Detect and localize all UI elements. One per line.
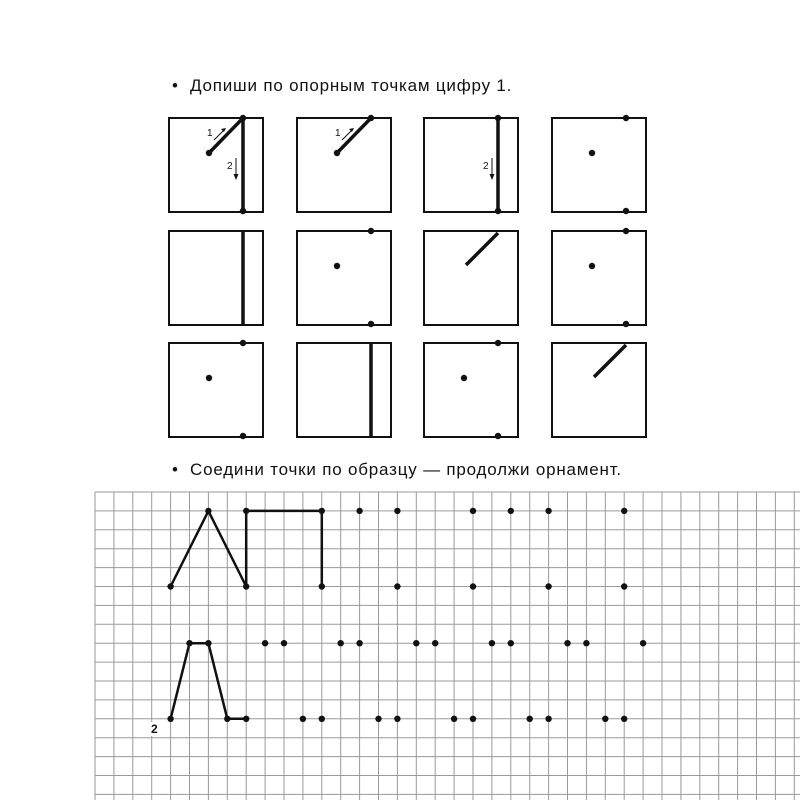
tracing-box (297, 228, 391, 327)
arrowhead-1-icon (349, 128, 354, 132)
start-dot (589, 150, 595, 156)
slanted-stroke (337, 118, 371, 153)
ornament-dot (413, 640, 419, 646)
tracing-box (297, 343, 391, 437)
box-frame (297, 343, 391, 437)
top-dot (623, 115, 629, 121)
ornament-dot (583, 640, 589, 646)
ornament-dot (508, 508, 514, 514)
ornament-dot (224, 716, 230, 722)
bottom-dot (495, 208, 501, 214)
bottom-dot (368, 321, 374, 327)
instruction-text: Соедини точки по образцу — продолжи орнамент. (190, 460, 622, 479)
ornament-dot (621, 583, 627, 589)
ornament-dot (394, 508, 400, 514)
bottom-dot (495, 433, 501, 439)
start-dot (206, 375, 212, 381)
start-dot (589, 263, 595, 269)
box-frame (424, 231, 518, 325)
start-dot (206, 150, 212, 156)
ornament-dot (243, 716, 249, 722)
ornament-dot (432, 640, 438, 646)
stroke-order-2: 2 (483, 161, 489, 172)
box-frame (297, 231, 391, 325)
top-dot (368, 228, 374, 234)
top-dot (623, 228, 629, 234)
bullet-icon: • (172, 76, 179, 95)
ornament-dot (470, 508, 476, 514)
ornament-dot (319, 716, 325, 722)
ornament-dot (262, 640, 268, 646)
ornament-dot (508, 640, 514, 646)
arrowhead-2-icon (234, 174, 239, 180)
tracing-box (169, 231, 263, 325)
ornament-dot (564, 640, 570, 646)
box-frame (552, 118, 646, 212)
stroke-order-1: 1 (335, 128, 341, 139)
top-dot (368, 115, 374, 121)
box-frame (552, 231, 646, 325)
bottom-dot (623, 208, 629, 214)
ornament-pattern (167, 508, 646, 722)
ornament-dot (186, 640, 192, 646)
slanted-stroke (594, 345, 626, 377)
start-dot (334, 263, 340, 269)
top-dot (495, 115, 501, 121)
ornament-dot (167, 716, 173, 722)
top-dot (495, 340, 501, 346)
ornament-dot (205, 640, 211, 646)
tracing-box (552, 228, 646, 327)
ornament-dot (205, 508, 211, 514)
slanted-stroke (466, 233, 498, 265)
box-frame (297, 118, 391, 212)
start-dot (461, 375, 467, 381)
digit-tracing-boxes (169, 115, 646, 439)
tracing-box (424, 115, 518, 214)
stroke-order-2: 2 (227, 161, 233, 172)
stroke-order-1: 1 (207, 128, 213, 139)
ornament-dot (394, 716, 400, 722)
bottom-dot (623, 321, 629, 327)
page-number: 2 (151, 722, 158, 736)
tracing-box (552, 115, 646, 214)
ornament-dot (167, 583, 173, 589)
arrowhead-1-icon (221, 128, 226, 132)
bottom-dot (240, 208, 246, 214)
arrowhead-2-icon (490, 174, 495, 180)
ornament-dot (319, 508, 325, 514)
ornament-dot (243, 508, 249, 514)
box-frame (552, 343, 646, 437)
box-frame (424, 118, 518, 212)
ornament-dot (451, 716, 457, 722)
bullet-icon: • (172, 460, 179, 479)
tracing-box (424, 231, 518, 325)
instruction-text: Допиши по опорным точкам цифру 1. (190, 76, 513, 95)
ornament-dot (470, 583, 476, 589)
ornament-dot (375, 716, 381, 722)
ornament-dot (545, 508, 551, 514)
ornament-dot (470, 716, 476, 722)
ornament-dot (243, 583, 249, 589)
ornament-dot (545, 716, 551, 722)
ornament-dot (319, 583, 325, 589)
top-dot (240, 340, 246, 346)
ornament-dot (356, 640, 362, 646)
tracing-box (169, 340, 263, 439)
ornament-dot (621, 716, 627, 722)
ornament-dot (545, 583, 551, 589)
ornament-grid (95, 492, 800, 800)
tracing-box (169, 115, 263, 214)
tracing-box (297, 115, 391, 212)
slanted-stroke (209, 118, 243, 153)
ornament-dot (640, 640, 646, 646)
ornament-dot (621, 508, 627, 514)
box-frame (424, 343, 518, 437)
ornament-dot (338, 640, 344, 646)
ornament-dot (281, 640, 287, 646)
ornament-dot (300, 716, 306, 722)
tracing-box (424, 340, 518, 439)
tracing-box (552, 343, 646, 437)
ornament-dot (602, 716, 608, 722)
ornament-dot (394, 583, 400, 589)
ornament-dot (527, 716, 533, 722)
ornament-dot (356, 508, 362, 514)
ornament-dot (489, 640, 495, 646)
box-frame (169, 118, 263, 212)
box-frame (169, 343, 263, 437)
bottom-dot (240, 433, 246, 439)
start-dot (334, 150, 340, 156)
box-frame (169, 231, 263, 325)
